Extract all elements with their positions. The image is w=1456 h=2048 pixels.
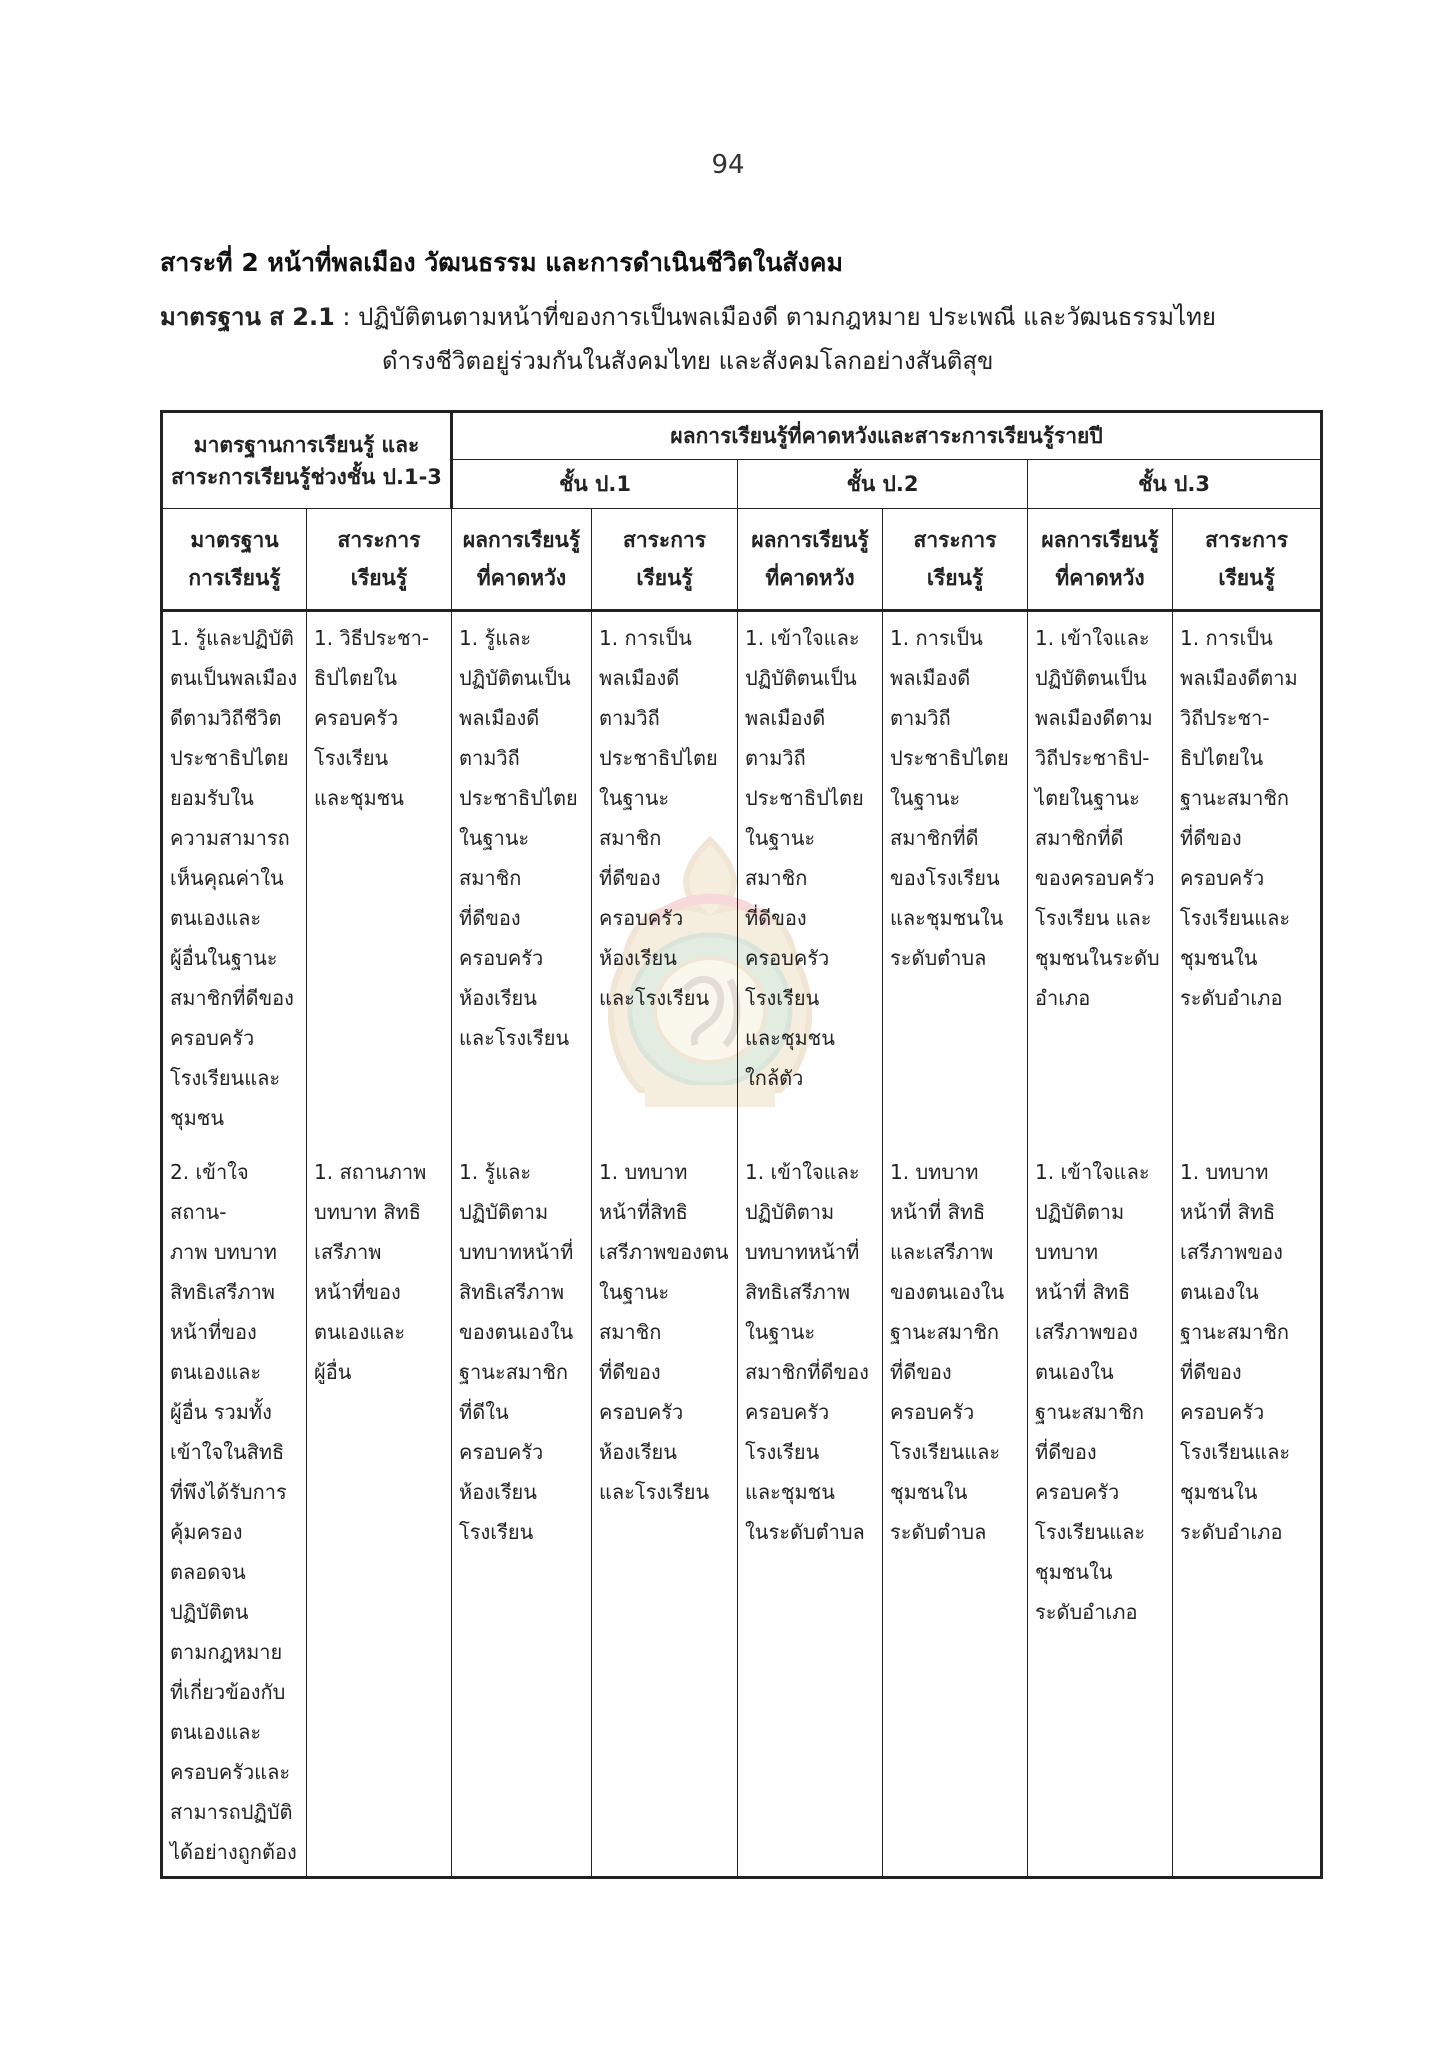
table-cell: 1. เข้าใจและ ปฏิบัติตาม บทบาทหน้าที่ สิทธิเสรีภาพ ในฐานะ สมาชิกที่ดีของ ครอบครัว โรงเรียน และชุมชน ในระดับตำบล [738, 1146, 883, 1878]
page-number: 94 [711, 150, 745, 180]
table-cell: 2. เข้าใจสถาน- ภาพ บทบาท สิทธิเสรีภาพ หน้าที่ของ ตนเองและ ผู้อื่น รวมทั้ง เข้าใจในสิทธิ ที่พึงได้รับการ คุ้มครอง ตลอดจน ปฏิบัติตน ตามกฎหมาย ที่เกี่ยวข้องกับ ตนเองและ ครอบครัวและ สามารถปฏิบัติ ได้อย่างถูกต้อง [162, 1146, 307, 1878]
subheader-p2-outcomes: ผลการเรียนรู้ ที่คาดหวัง [738, 509, 883, 611]
table-cell: 1. สถานภาพ บทบาท สิทธิ เสรีภาพ หน้าที่ของ ตนเองและ ผู้อื่น [307, 1146, 452, 1878]
table-cell: 1. วิธีประชา- ธิปไตยใน ครอบครัว โรงเรียน และชุมชน [307, 611, 452, 1147]
table-cell: 1. การเป็น พลเมืองดี ตามวิถี ประชาธิปไตย ในฐานะ สมาชิกที่ดี ของโรงเรียน และชุมชนใน ระดับตำบล [883, 611, 1028, 1147]
subheader-p1-content: สาระการ เรียนรู้ [592, 509, 738, 611]
table-cell: 1. รู้และ ปฏิบัติตนเป็น พลเมืองดี ตามวิถี ประชาธิปไตย ในฐานะสมาชิก ที่ดีของ ครอบครัว ห้องเรียน และโรงเรียน [452, 611, 592, 1147]
table-cell: 1. เข้าใจและ ปฏิบัติตนเป็น พลเมืองดี ตามวิถี ประชาธิปไตย ในฐานะสมาชิก ที่ดีของ ครอบครัว โรงเรียน และชุมชน ใกล้ตัว [738, 611, 883, 1147]
table-cell: 1. รู้และ ปฏิบัติตาม บทบาทหน้าที่ สิทธิเสรีภาพ ของตนเองใน ฐานะสมาชิก ที่ดีใน ครอบครัว ห้องเรียน โรงเรียน [452, 1146, 592, 1878]
header-annual-outcomes: ผลการเรียนรู้ที่คาดหวังและสาระการเรียนรู้รายปี [452, 412, 1322, 460]
table-row [162, 611, 1322, 1147]
header-grade-p2: ชั้น ป.2 [738, 460, 1028, 509]
table-cell: 1. การเป็น พลเมืองดี ตามวิถี ประชาธิปไตย ในฐานะสมาชิก ที่ดีของ ครอบครัว ห้องเรียน และโรงเรียน [592, 611, 738, 1147]
standard-statement [160, 295, 1320, 383]
table-cell: 1. รู้และปฏิบัติ ตนเป็นพลเมือง ดีตามวิถีชีวิต ประชาธิปไตย ยอมรับใน ความสามารถ เห็นคุณค่าใน ตนเองและ ผู้อื่นในฐานะ สมาชิกที่ดีของ ครอบครัว โรงเรียนและ ชุมชน [162, 611, 307, 1147]
table-cell: 1. การเป็น พลเมืองดีตาม วิถีประชา- ธิปไตยใน ฐานะสมาชิก ที่ดีของ ครอบครัว โรงเรียนและ ชุมชนใน ระดับอำเภอ [1173, 611, 1322, 1147]
standard-text-line2: ดำรงชีวิตอยู่ร่วมกันในสังคมไทย และสังคมโลกอย่างสันติสุข [382, 347, 994, 375]
table-cell: 1. บทบาท หน้าที่ สิทธิ และเสรีภาพ ของตนเองใน ฐานะสมาชิก ที่ดีของ ครอบครัว โรงเรียนและ ชุมชนใน ระดับตำบล [883, 1146, 1028, 1878]
table-cell: 1. เข้าใจและ ปฏิบัติตาม บทบาท หน้าที่ สิทธิ เสรีภาพของ ตนเองใน ฐานะสมาชิก ที่ดีของ ครอบครัว โรงเรียนและ ชุมชนใน ระดับอำเภอ [1028, 1146, 1173, 1878]
header-grade-p1: ชั้น ป.1 [452, 460, 738, 509]
subheader-standard: มาตรฐาน การเรียนรู้ [162, 509, 307, 611]
strand-heading: สาระที่ 2 หน้าที่พลเมือง วัฒนธรรม และการดำเนินชีวิตในสังคม [160, 248, 843, 277]
standard-label: มาตรฐาน ส 2.1 [160, 303, 335, 331]
table-cell: 1. บทบาท หน้าที่ สิทธิ เสรีภาพของ ตนเองใน ฐานะสมาชิก ที่ดีของ ครอบครัว โรงเรียนและ ชุมชนใน ระดับอำเภอ [1173, 1146, 1322, 1878]
subheader-p1-outcomes: ผลการเรียนรู้ ที่คาดหวัง [452, 509, 592, 611]
table-cell: 1. บทบาท หน้าที่สิทธิ เสรีภาพของตน ในฐานะสมาชิก ที่ดีของ ครอบครัว ห้องเรียน และโรงเรียน [592, 1146, 738, 1878]
subheader-content: สาระการ เรียนรู้ [307, 509, 452, 611]
subheader-p3-content: สาระการ เรียนรู้ [1173, 509, 1322, 611]
header-grade-p3: ชั้น ป.3 [1028, 460, 1322, 509]
header-standards-and-content: มาตรฐานการเรียนรู้ และ สาระการเรียนรู้ช่วงชั้น ป.1-3 [162, 412, 452, 509]
standard-separator: : [334, 303, 359, 331]
curriculum-table [160, 410, 1323, 1879]
subheader-p2-content: สาระการ เรียนรู้ [883, 509, 1028, 611]
subheader-p3-outcomes: ผลการเรียนรู้ ที่คาดหวัง [1028, 509, 1173, 611]
table-row [162, 1146, 1322, 1878]
standard-text-line1: ปฏิบัติตนตามหน้าที่ของการเป็นพลเมืองดี ตามกฎหมาย ประเพณี และวัฒนธรรมไทย [358, 303, 1216, 331]
table-cell: 1. เข้าใจและ ปฏิบัติตนเป็น พลเมืองดีตาม วิถีประชาธิป- ไตยในฐานะ สมาชิกที่ดี ของครอบครัว โรงเรียน และ ชุมชนในระดับ อำเภอ [1028, 611, 1173, 1147]
